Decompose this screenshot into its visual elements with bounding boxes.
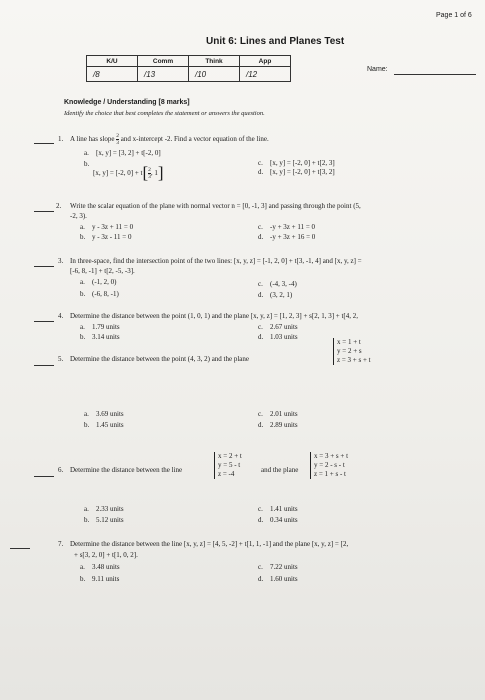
option-text: (3, 2, 1) xyxy=(270,291,293,299)
question-number: 2. xyxy=(56,202,62,210)
question-number: 1. xyxy=(58,135,64,143)
question-text: In three-space, find the intersection point of the two lines: [x, y, z] = [-1, 2, 0] + t[3, -1, 4] and [x, y, z] = xyxy=(70,257,362,265)
marks-header-app: App xyxy=(240,56,291,67)
option-b: b. 3.14 units xyxy=(80,333,120,341)
question-number: 4. xyxy=(58,312,64,320)
answer-blank-1[interactable] xyxy=(34,143,54,144)
option-text: [x, y] = [-2, 0] + t[2, 3] xyxy=(270,159,335,167)
question-text: Determine the distance between the point (4, 3, 2) and the plane xyxy=(70,355,250,363)
option-a: a. 2.33 units xyxy=(84,505,124,513)
option-c: c. 2.67 units xyxy=(258,323,298,331)
marks-table xyxy=(86,55,291,82)
option-text: -y + 3z + 11 = 0 xyxy=(270,223,316,231)
option-text: 0.34 units xyxy=(270,516,298,524)
question-text xyxy=(70,133,269,146)
option-a: a. y - 3z + 11 = 0 xyxy=(80,223,134,231)
marks-score-ku: /8 xyxy=(87,67,138,82)
option-b: b. 1.45 units xyxy=(84,421,124,429)
option-text: [x, y] = [-2, 0] + t[3, 2] xyxy=(270,168,335,176)
name-field-line[interactable] xyxy=(394,74,476,75)
option-d: d. 1.03 units xyxy=(258,333,298,341)
answer-blank-6[interactable] xyxy=(34,476,54,477)
option-text: 5.12 units xyxy=(96,516,124,524)
question-text: + s[3, 2, 0] + t[1, 0, 2]. xyxy=(74,551,138,559)
option-d: d. 1.60 units xyxy=(258,575,298,583)
answer-blank-2[interactable] xyxy=(34,211,54,212)
equation-row: x = 1 + t xyxy=(337,338,361,346)
question-text: Determine the distance between the point (1, 0, 1) and the plane [x, y, z] = [1, 2, 3] + s[2, 1, 3] + t[4, 2, xyxy=(70,312,359,320)
option-b: b. (-6, 8, -1) xyxy=(80,290,119,298)
equation-row: x = 2 + t xyxy=(218,452,242,460)
option-d: d. [x, y] = [-2, 0] + t[3, 2] xyxy=(258,168,335,176)
option-b: b. y - 3z - 11 = 0 xyxy=(80,233,132,241)
option-text: 7.22 units xyxy=(270,563,298,571)
option-a: a. [x, y] = [3, 2] + t[-2, 0] xyxy=(84,149,161,157)
fraction-denominator: 3 xyxy=(116,140,120,146)
name-label: Name: xyxy=(367,66,388,73)
equation-row: x = 3 + s + t xyxy=(314,452,349,460)
section-heading: Knowledge / Understanding [8 marks] xyxy=(64,99,190,106)
option-b-label: b. xyxy=(84,160,90,168)
question-text-part: A line has slope xyxy=(70,135,115,144)
question-text: [-6, 8, -1] + t[2, -5, -3]. xyxy=(70,267,135,275)
plane-parametric-system xyxy=(310,452,348,479)
option-c: c. -y + 3z + 11 = 0 xyxy=(258,223,316,231)
slope-fraction xyxy=(116,133,119,146)
fraction-numerator: 2 xyxy=(116,133,120,139)
equation-row: z = 1 + s - t xyxy=(314,470,347,478)
equation-row: y = 2 + s xyxy=(337,347,362,355)
option-text: y - 3z - 11 = 0 xyxy=(92,233,132,241)
option-text: 2.01 units xyxy=(270,410,298,418)
option-text: , 1 xyxy=(150,169,158,178)
option-text: 1.60 units xyxy=(270,575,298,583)
option-text: [x, y] = [3, 2] + t[-2, 0] xyxy=(96,149,161,157)
question-text: Write the scalar equation of the plane with normal vector n = [0, -1, 3] and passing through the point (5, xyxy=(70,202,361,210)
option-b: b. 5.12 units xyxy=(84,516,124,524)
instructions: Identify the choice that best completes the statement or answers the question. xyxy=(64,110,265,117)
answer-blank-5[interactable] xyxy=(34,365,54,366)
question-number: 5. xyxy=(58,355,64,363)
page-number: Page 1 of 6 xyxy=(436,12,472,19)
option-text: (-1, 2, 0) xyxy=(92,278,117,286)
bracket-close: ] xyxy=(157,163,164,183)
option-c: c. 2.01 units xyxy=(258,410,298,418)
option-text: (-6, 8, -1) xyxy=(92,290,119,298)
bracket-open: [ xyxy=(142,163,149,183)
option-text: 3.48 units xyxy=(92,563,120,571)
fraction-denominator: 3 xyxy=(148,174,151,180)
line-parametric-system xyxy=(214,452,242,479)
option-a: a. (-1, 2, 0) xyxy=(80,278,117,286)
option-a: a. 1.79 units xyxy=(80,323,120,331)
plane-parametric-system xyxy=(333,338,371,365)
option-text: (-4, 3, -4) xyxy=(270,280,297,288)
option-c: c. [x, y] = [-2, 0] + t[2, 3] xyxy=(258,159,335,167)
option-text: 1.03 units xyxy=(270,333,298,341)
question-text: Determine the distance between the line [x, y, z] = [4, 5, -2] + t[1, 1, -1] and the plane [x, y, z] = [2, xyxy=(70,540,349,548)
option-a: a. 3.48 units xyxy=(80,563,120,571)
option-d: d. 2.89 units xyxy=(258,421,298,429)
marks-header-think: Think xyxy=(189,56,240,67)
option-text: 3.69 units xyxy=(96,410,124,418)
question-number: 6. xyxy=(58,466,64,474)
option-c: c. (-4, 3, -4) xyxy=(258,280,297,288)
question-text-part: and x-intercept -2. Find a vector equation of the line. xyxy=(120,135,269,144)
option-text: 1.45 units xyxy=(96,421,124,429)
question-text: -2, 3). xyxy=(70,212,87,220)
option-text: [x, y] = [-2, 0] + t xyxy=(93,169,143,178)
option-text: 2.89 units xyxy=(270,421,298,429)
question-number: 7. xyxy=(58,540,64,548)
marks-score-comm: /13 xyxy=(138,67,189,82)
question-number: 3. xyxy=(58,257,64,265)
option-b xyxy=(93,163,164,183)
option-text: 2.67 units xyxy=(270,323,298,331)
option-d: d. -y + 3z + 16 = 0 xyxy=(258,233,316,241)
option-text: 1.41 units xyxy=(270,505,298,513)
marks-score-think: /10 xyxy=(189,67,240,82)
option-c: c. 1.41 units xyxy=(258,505,298,513)
fraction-numerator: 2 xyxy=(148,167,151,173)
option-text: 1.79 units xyxy=(92,323,120,331)
marks-score-app: /12 xyxy=(240,67,291,82)
page-title: Unit 6: Lines and Planes Test xyxy=(206,36,345,47)
question-text: Determine the distance between the line xyxy=(70,466,183,474)
equation-row: y = 5 - t xyxy=(218,461,241,469)
option-text: y - 3z + 11 = 0 xyxy=(92,223,134,231)
option-d: d. 0.34 units xyxy=(258,516,298,524)
equation-row: z = 3 + s + t xyxy=(337,356,371,364)
answer-blank-3[interactable] xyxy=(34,266,54,267)
option-b: b. 9.11 units xyxy=(80,575,120,583)
option-text: 3.14 units xyxy=(92,333,120,341)
marks-header-ku: K/U xyxy=(87,56,138,67)
option-text: -y + 3z + 16 = 0 xyxy=(270,233,316,241)
equation-row: y = 2 - s - t xyxy=(314,461,345,469)
answer-blank-7[interactable] xyxy=(10,548,30,549)
question-text: and the plane xyxy=(261,466,299,474)
marks-header-comm: Comm xyxy=(138,56,189,67)
option-text: 2.33 units xyxy=(96,505,124,513)
option-a: a. 3.69 units xyxy=(84,410,124,418)
option-d: d. (3, 2, 1) xyxy=(258,291,293,299)
option-text: 9.11 units xyxy=(92,575,120,583)
answer-blank-4[interactable] xyxy=(34,321,54,322)
equation-row: z = -4 xyxy=(218,470,235,478)
option-c: c. 7.22 units xyxy=(258,563,298,571)
